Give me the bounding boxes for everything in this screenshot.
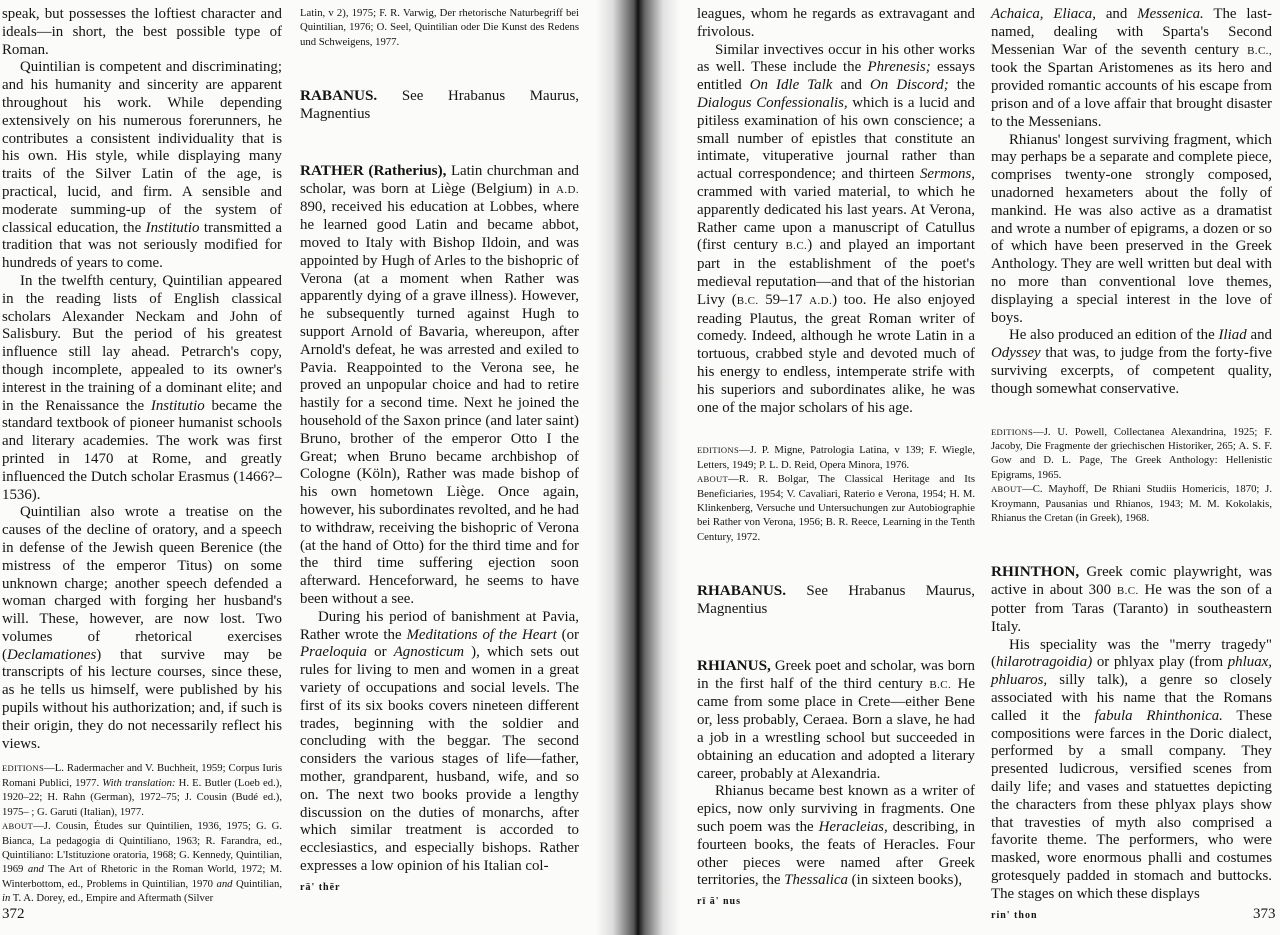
column-4	[991, 6, 1272, 924]
entry-rhianus: RHIANUS, Greek poet and scholar, was born in the first half of the third century B.C. He came from some place in Crete—either Bene or, less probably, Ceraea. Born a slave, he had a job in a wrestling school but succeeded in obtaining an education and adopted a literary career, probably at Alexandria.	[697, 656, 975, 782]
entry-rhinthon: RHINTHON, Greek comic playwright, was active in about 300 B.C. He was the son of a potter from Taras (Taranto) in southeastern Italy.	[991, 563, 1272, 635]
pronunciation: rin' thon	[991, 909, 1038, 921]
paragraph: Quintilian is competent and discriminating; and his humanity and sincerity are apparent throughout his work. While depending extensively on his numerous forerunners, he contributes a consistent individuality that is his own. His style, while displaying many traits of the Silver Latin of the age, is practical, lucid, and firm. A sensible and moderate summing-up of the system of classical education, the Institutio transmitted a tradition that was not seriously modified for hundreds of years to come.	[2, 59, 282, 272]
about-reference: ABOUT—C. Mayhoff, De Rhiani Studiis Homericis, 1870; J. Kroymann, Pausanias und Rhianos, 1943; M. M. Kokolakis, Rhianus the Cretan (in Greek), 1968.	[991, 483, 1272, 524]
about-reference: ABOUT—J. Cousin, Études sur Quintilien, 1936, 1975; G. G. Bianca, La pedagogia di Quintiliano, 1963; R. Farandra, ed., Quintiliano: L'Istituzione oratoria, 1968; G. Kennedy, Quintilian, 1969 and The Art of Rhetoric in the Roman World, 1972; M. Winterbottom, ed., Problems in Quintilian, 1970 and Quintilian, in T. A. Dorey, ed., Empire and Aftermath (Silver	[2, 820, 283, 905]
entry-rather: RATHER (Ratherius), Latin churchman and scholar, was born at Liège (Belgium) in A.D. 890, received his education at Lobbes, where he learned good Latin and became abbot, moved to Italy with Bishop Ildoin, and was appointed by Hugh of Arles to the bishopric of Verona (at a moment when Rather was apparently dying of a grave illness). However, he subsequently turned against Hugh to support Arnold of Bavaria, whereupon, after Arnold's defeat, he was arrested and exiled to Pavia. Reappointed to the Verona see, he proved an unpopular choice and had to retire hastily for a second time. Next he joined the household of the Saxon prince (and later saint) Bruno, brother of the emperor Otto I the Great; when Bruno became archbishop of Cologne (Köln), Rather was made bishop of his own hometown Liège. Once again, however, his subordinates revolted, and he had to withdraw, receiving the bishopric of Verona (at the hand of Otto) for the third time and for the third time suffering ejection soon afterward. Henceforward, he seems to have been without a see.	[300, 161, 579, 607]
paragraph: Rhianus' longest surviving fragment, which may perhaps be a separate and complete piece, comprises twenty-one strongly composed, unadorned hexameters about the folly of mankind. He was also active as a dramatist and wrote a number of epigrams, a dozen or so of which have been preserved in the Greek Anthology. They are well written but deal with no more than conventional love themes, displaying a special interest in the love of boys.	[991, 131, 1272, 326]
pronunciation: rā' thēr	[300, 881, 341, 893]
paragraph: Similar invectives occur in his other works as well. These include the Phrenesis; essays entitled On Idle Talk and On Discord; the Dialogus Confessionalis, which is a lucid and pitiless examination of his own conscience; a small number of epistles that constitute an intimate, vituperative journal rather than actual correspondence; and thirteen Sermons, crammed with varied material, to which he apparently dedicated his last years. At Verona, Rather came upon a manuscript of Catullus (first century B.C.) and played an important part in the establishment of the poet's medieval reputation—and that of the historian Livy (B.C. 59–17 A.D.) too. He also enjoyed reading Plautus, the great Roman writer of comedy. Indeed, although he wrote Latin in a tortuous, crabbed style and devoted much of his energy to endless, intemperate strife with his superiors and subordinates alike, he was one of the major scholars of his age.	[697, 41, 976, 416]
paragraph: speak, but possesses the loftiest character and ideals—in short, the best possible type of Roman.	[2, 6, 282, 58]
paragraph: He also produced an edition of the Iliad and Odyssey that was, to judge from the forty-five surviving excerpts, of competent quality, though somewhat conservative.	[991, 327, 1272, 397]
paragraph: During his period of banishment at Pavia, Rather wrote the Meditations of the Heart (or Praeloquia or Agnosticum ), which sets out rules for living to men and women in a great variety of occupations and social levels. The first of its six books covers nineteen different trades, beginning with the soldier and concluding with the beggar. The second considers the various stages of life—father, mother, grandparent, husband, wife, and so on. The next two books provide a lengthy discussion on the duties of monarchs, after which similar treatment is accorded to ecclesiastics, and especially bishops. Rather expresses a low opinion of his Italian col-	[300, 608, 579, 874]
about-reference: ABOUT—R. R. Bolgar, The Classical Heritage and Its Beneficiaries, 1954; V. Cavaliari, Raterio e Verona, 1954; H. M. Klinkenberg, Versuche und Untersuchungen zur Autobiographie bei Rather von Verona, 1956; B. R. Reece, Learning in the Tenth Century, 1972.	[697, 473, 975, 543]
page-number-left: 372	[2, 906, 25, 922]
paragraph: Achaica, Eliaca, and Messenica. The last-named, dealing with Sparta's Second Messenian War of the seventh century B.C., took the Spartan Aristomenes as its hero and provided romantic accounts of his escape from prison and of a love affair that brought disaster to the Messenians.	[991, 6, 1272, 130]
pronunciation: rī ā' nus	[697, 896, 742, 908]
column-3	[697, 6, 975, 911]
book-gutter	[596, 0, 680, 935]
paragraph: In the twelfth century, Quintilian appeared in the reading lists of English classical scholars Alexander Neckam and John of Salisbury. But the period of his greatest influence still lay ahead. Petrarch's copy, though incomplete, appealed to its owner's interest in the training of a dominant elite; and in the Renaissance the Institutio became the standard textbook of pioneer humanist schools and literary academies. The work was first printed in 1470 at Rome, and greatly influenced the Dutch scholar Erasmus (1466?–1536).	[2, 272, 282, 503]
entry-rhabanus: RHABANUS. See Hrabanus Maurus, Magnentius	[697, 582, 975, 617]
entry-rabanus: RABANUS. See Hrabanus Maurus, Magnentius	[300, 87, 579, 123]
editions-reference: EDITIONS—J. U. Powell, Collectanea Alexandrina, 1925; F. Jacoby, Die Fragmente der griechischen Historiker, 265; A. S. F. Gow and D. L. Page, The Greek Anthology: Hellenistic Epigrams, 1965.	[991, 425, 1272, 481]
paragraph: leagues, whom he regards as extravagant and frivolous.	[697, 6, 975, 40]
column-2	[300, 6, 579, 896]
editions-reference: EDITIONS—J. P. Migne, Patrologia Latina, v 139; F. Wiegle, Letters, 1949; P. L. D. Reid, Opera Minora, 1976.	[697, 444, 975, 471]
page-number-right: 373	[1253, 906, 1276, 922]
editions-reference: EDITIONS—L. Radermacher and V. Buchheit, 1959; Corpus Iuris Romani Publici, 1977. With translation: H. E. Butler (Loeb ed.), 1920–22; H. Rahn (German), 1972–75; J. Cousin (Budé ed.), 1975– ; G. Garuti (Italian), 1977.	[2, 762, 282, 818]
paragraph: Rhianus became best known as a writer of epics, now only surviving in fragments. One such poem was the Heracleias, describing, in fourteen books, the feats of Heracles. Four other pieces were named after Greek territories, the Thessalica (in sixteen books),	[697, 783, 975, 889]
column-1	[2, 6, 282, 906]
paragraph: Quintilian also wrote a treatise on the causes of the decline of oratory, and a speech in defense of the Jewish queen Berenice (the mistress of the emperor Titus) on some unknown charge; another speech defended a woman charged with forging her husband's will. These, however, are now lost. Two volumes of rhetorical exercises (Declamationes) that survive may be transcripts of his lecture courses, since these, as he tells us himself, were published by his pupils without his authorization; and, if such is their origin, they do not necessarily reflect his views.	[2, 504, 282, 752]
paragraph: His speciality was the "merry tragedy" (hilarotragoidia) or phlyax play (from phluax, phluaros, silly talk), a genre so closely associated with his name that the Romans called it the fabula Rhinthonica. These compositions were farces in the Doric dialect, performed by a small company. They presented ludicrous, versified scenes from daily life; and vases and statuettes depicting the characters from these phlyax plays show that travesties of myth also comprised a favorite theme. The performers, who were masked, wore enormous phalli and costumes grotesquely padded in stomach and buttocks. The stages on which these displays	[991, 636, 1272, 902]
reference-continuation: Latin, v 2), 1975; F. R. Varwig, Der rhetorische Naturbegriff bei Quintilian, 1976; O. Seel, Quintilian oder Die Kunst des Redens und Schweigens, 1977.	[300, 7, 579, 48]
